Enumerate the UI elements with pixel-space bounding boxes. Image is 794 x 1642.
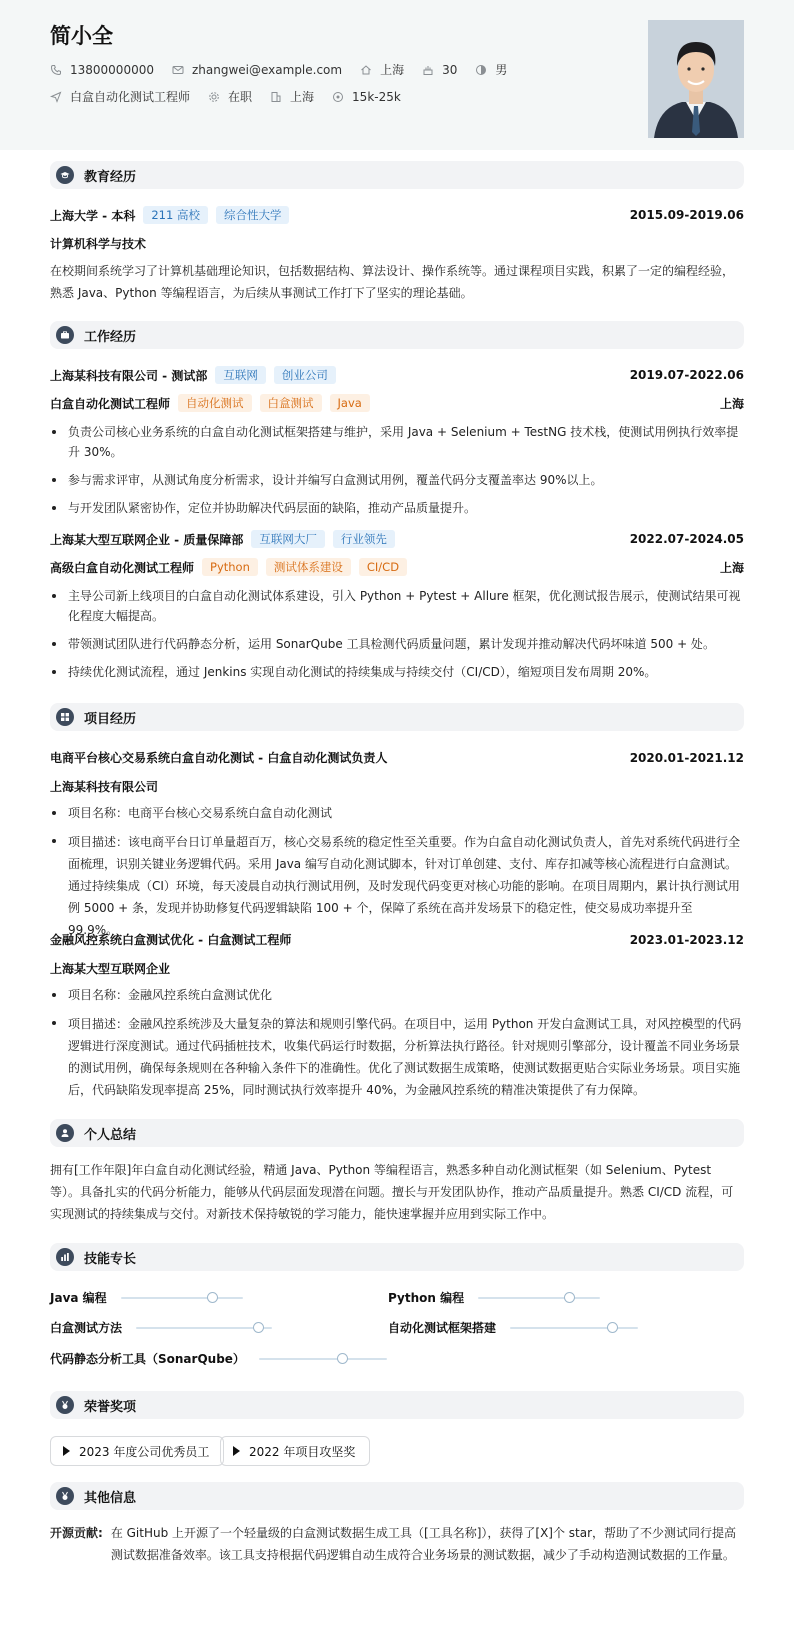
candidate-name: 简小全 <box>50 24 113 48</box>
job-row <box>50 88 419 105</box>
medal-icon <box>56 1487 74 1505</box>
skill-item <box>388 1319 638 1336</box>
section-title: 项目经历 <box>84 711 137 727</box>
skill-name: Python 编程 <box>388 1291 465 1305</box>
skill-name: 代码静态分析工具（SonarQube） <box>50 1352 245 1366</box>
section-projects <box>50 703 744 731</box>
city-item <box>270 88 314 105</box>
project-company: 上海某大型互联网企业 <box>50 962 171 976</box>
company-tag: 互联网大厂 <box>251 530 325 548</box>
section-title: 荣誉奖项 <box>84 1399 137 1415</box>
project-bullets <box>50 803 744 949</box>
company-tag: 行业领先 <box>333 530 395 548</box>
gender-text: 男 <box>495 63 508 77</box>
home-text: 上海 <box>380 63 405 77</box>
skill-level-knob <box>253 1322 264 1333</box>
job-target-text: 白盒自动化测试工程师 <box>70 90 191 104</box>
work-location: 上海 <box>719 560 744 575</box>
section-title: 教育经历 <box>84 169 137 185</box>
work-location: 上海 <box>719 396 744 411</box>
gender-icon <box>475 64 487 76</box>
medal-icon <box>56 1396 74 1414</box>
section-title: 个人总结 <box>84 1127 137 1143</box>
list-item: 与开发团队紧密协作，定位并协助解决代码层面的缺陷，推动产品质量提升。 <box>50 498 744 518</box>
skill-level-knob <box>207 1292 218 1303</box>
project-header <box>50 749 744 766</box>
section-title: 工作经历 <box>84 329 137 345</box>
school-name: 上海大学 - 本科 <box>50 208 136 223</box>
list-item: 持续优化测试流程，通过 Jenkins 实现自动化测试的持续集成与持续交付（CI/CD），缩短项目发布周期 20%。 <box>50 662 744 682</box>
other-info <box>50 1522 744 1566</box>
list-item: 主导公司新上线项目的白盒自动化测试体系建设，引入 Python + Pytest + Allure 框架，优化测试报告展示，使测试结果可视化程度大幅提高。 <box>50 586 744 626</box>
skill-tag: 自动化测试 <box>178 394 252 412</box>
skill-item <box>50 1319 272 1336</box>
education-header <box>50 206 744 224</box>
play-icon <box>63 1446 70 1456</box>
skill-level-knob <box>337 1353 348 1364</box>
work-bullets <box>50 586 744 690</box>
skill-tag: 白盒测试 <box>260 394 322 412</box>
email-item <box>172 63 342 77</box>
school-tag: 211 高校 <box>143 206 208 224</box>
status-item <box>208 88 252 105</box>
summary-text: 拥有[工作年限]年白盒自动化测试经验，精通 Java、Python 等编程语言，熟悉多种自动化测试框架（如 Selenium、Pytest 等）。具备扎实的代码分析能力，能够从代码层面发现潜在问题。擅长与开发团队协作，推动产品质量提升。熟悉 CI/CD 流程，可实现测试的持续集成与交付。对新技术保持敏锐的学习能力，能快速掌握并应用到实际工作中。 <box>50 1163 734 1221</box>
list-item: 项目描述：金融风控系统涉及大量复杂的算法和规则引擎代码。在项目中，运用 Python 开发白盒测试工具，对风控模型的代码逻辑进行深度测试。通过代码插桩技术，收集代码运行时数据，分析算法执行路径。针对规则引擎部分，设计覆盖不同业务场景的测试用例，确保每条规则在各种输入条件下的准确性。优化了测试数据生成策略，使测试数据更贴合实际业务场景。项目实施后，代码缺陷发现率提高 25%，同时测试执行效率提升 40%，为金融风控系统的精准决策提供了有力保障。 <box>50 1013 744 1101</box>
phone-item <box>50 63 154 77</box>
skill-level-bar <box>136 1327 272 1329</box>
phone-icon <box>50 64 62 76</box>
email-text: zhangwei@example.com <box>191 62 343 77</box>
section-title: 其他信息 <box>84 1490 137 1506</box>
age-text: 30 <box>442 62 458 77</box>
project-title: 电商平台核心交易系统白盒自动化测试 - 白盒自动化测试负责人 <box>50 751 388 765</box>
other-text: 在 GitHub 上开源了一个轻量级的白盒测试数据生成工具（[工具名称]），获得了[X]个 star，帮助了不少测试同行提高测试数据准备效率。该工具支持根据代码逻辑自动生成符合业务场景的测试数据，减少了手动构造测试数据的工作量。 <box>110 1526 737 1562</box>
avatar <box>648 20 744 138</box>
list-item: 项目名称：电商平台核心交易系统白盒自动化测试 <box>50 803 744 823</box>
project-title: 金融风控系统白盒测试优化 - 白盒测试工程师 <box>50 933 292 947</box>
skill-name: 白盒测试方法 <box>50 1321 123 1335</box>
section-education <box>50 161 744 189</box>
gear-icon <box>208 91 220 103</box>
list-item: 项目名称：金融风控系统白盒测试优化 <box>50 985 744 1005</box>
section-work <box>50 321 744 349</box>
skill-level-knob <box>607 1322 618 1333</box>
coin-icon <box>332 91 344 103</box>
section-summary <box>50 1119 744 1147</box>
home-icon <box>360 64 372 76</box>
work-title-row <box>50 394 744 412</box>
section-skills <box>50 1243 744 1271</box>
work-date: 2022.07-2024.05 <box>629 532 744 546</box>
work-title-row <box>50 558 744 576</box>
skill-level-knob <box>564 1292 575 1303</box>
send-icon <box>50 91 62 103</box>
award-label: 2023 年度公司优秀员工 <box>79 1444 210 1459</box>
play-icon <box>233 1446 240 1456</box>
skill-item <box>50 1350 387 1367</box>
status-text: 在职 <box>228 90 253 104</box>
contact-row <box>50 61 525 78</box>
award-chip <box>220 1436 370 1466</box>
user-icon <box>56 1124 74 1142</box>
project-date: 2023.01-2023.12 <box>629 932 744 947</box>
education-description: 在校期间系统学习了计算机基础理论知识，包括数据结构、算法设计、操作系统等。通过课程项目实践，积累了一定的编程经验，熟悉 Java、Python 等编程语言，为后续从事测试工作打下了坚实的理论基础。 <box>50 264 735 300</box>
gender-item <box>475 61 507 78</box>
skill-tag: Java <box>330 394 370 412</box>
skill-name: Java 编程 <box>50 1291 107 1305</box>
major: 计算机科学与技术 <box>50 237 147 251</box>
salary-text: 15k-25k <box>352 89 401 104</box>
section-title: 技能专长 <box>84 1251 137 1267</box>
other-label: 开源贡献: <box>50 1526 103 1540</box>
city-text: 上海 <box>290 90 315 104</box>
award-label: 2022 年项目攻坚奖 <box>249 1444 356 1459</box>
skill-item <box>50 1289 243 1306</box>
award-chip <box>50 1436 224 1466</box>
education-date: 2015.09-2019.06 <box>629 208 744 222</box>
job-target-item <box>50 88 190 105</box>
skill-tag: 测试体系建设 <box>266 558 351 576</box>
graduation-cap-icon <box>56 166 74 184</box>
list-item: 带领测试团队进行代码静态分析，运用 SonarQube 工具检测代码质量问题，累计发现并推动解决代码坏味道 500 + 处。 <box>50 634 744 654</box>
section-other <box>50 1482 744 1510</box>
work-company-row <box>50 366 744 384</box>
project-date: 2020.01-2021.12 <box>629 750 744 765</box>
work-bullets <box>50 422 744 526</box>
phone-text: 13800000000 <box>70 62 154 77</box>
chart-icon <box>56 1248 74 1266</box>
project-header <box>50 931 744 948</box>
building-icon <box>270 91 282 103</box>
skill-level-bar <box>259 1358 387 1360</box>
project-bullets <box>50 985 744 1109</box>
company-name: 上海某科技有限公司 - 测试部 <box>50 368 208 383</box>
resume-header <box>0 0 794 150</box>
list-item: 项目描述：该电商平台日订单量超百万，核心交易系统的稳定性至关重要。作为白盒自动化测试负责人，首先对系统代码进行全面梳理，识别关键业务逻辑代码。采用 Java 编写自动化测试脚本，针对订单创建、支付、库存扣减等核心流程进行白盒测试。通过持续集成（CI）环境，每天凌晨自动执行测试用例，及时发现代码变更对核心功能的影响。在项目周期内，累计执行测试用例 5000 + 条，发现并协助修复代码逻辑缺陷 100 + 个，保障了系统在高并发场景下的稳定性，使交易成功率提升至 99.9%。 <box>50 831 744 941</box>
work-date: 2019.07-2022.06 <box>629 368 744 382</box>
skill-name: 自动化测试框架搭建 <box>388 1321 497 1335</box>
briefcase-icon <box>56 326 74 344</box>
work-company-row <box>50 530 744 548</box>
cake-icon <box>422 64 434 76</box>
school-tag: 综合性大学 <box>216 206 290 224</box>
job-title: 高级白盒自动化测试工程师 <box>50 560 195 575</box>
skill-level-bar <box>478 1297 600 1299</box>
skill-item <box>388 1289 600 1306</box>
project-company: 上海某科技有限公司 <box>50 780 159 794</box>
company-tag: 互联网 <box>215 366 266 384</box>
section-awards <box>50 1391 744 1419</box>
list-item: 负责公司核心业务系统的白盒自动化测试框架搭建与维护，采用 Java + Selenium + TestNG 技术栈，使测试用例执行效率提升 30%。 <box>50 422 744 462</box>
company-tag: 创业公司 <box>274 366 336 384</box>
grid-icon <box>56 708 74 726</box>
age-item <box>422 63 457 77</box>
list-item: 参与需求评审，从测试角度分析需求，设计并编写白盒测试用例，覆盖代码分支覆盖率达 90%以上。 <box>50 470 744 490</box>
salary-item <box>332 90 401 104</box>
skill-tag: CI/CD <box>359 558 407 576</box>
skill-level-bar <box>510 1327 638 1329</box>
job-title: 白盒自动化测试工程师 <box>50 396 171 411</box>
mail-icon <box>172 64 184 76</box>
home-item <box>360 61 404 78</box>
company-name: 上海某大型互联网企业 - 质量保障部 <box>50 532 244 547</box>
skill-tag: Python <box>202 558 258 576</box>
skill-level-bar <box>121 1297 243 1299</box>
